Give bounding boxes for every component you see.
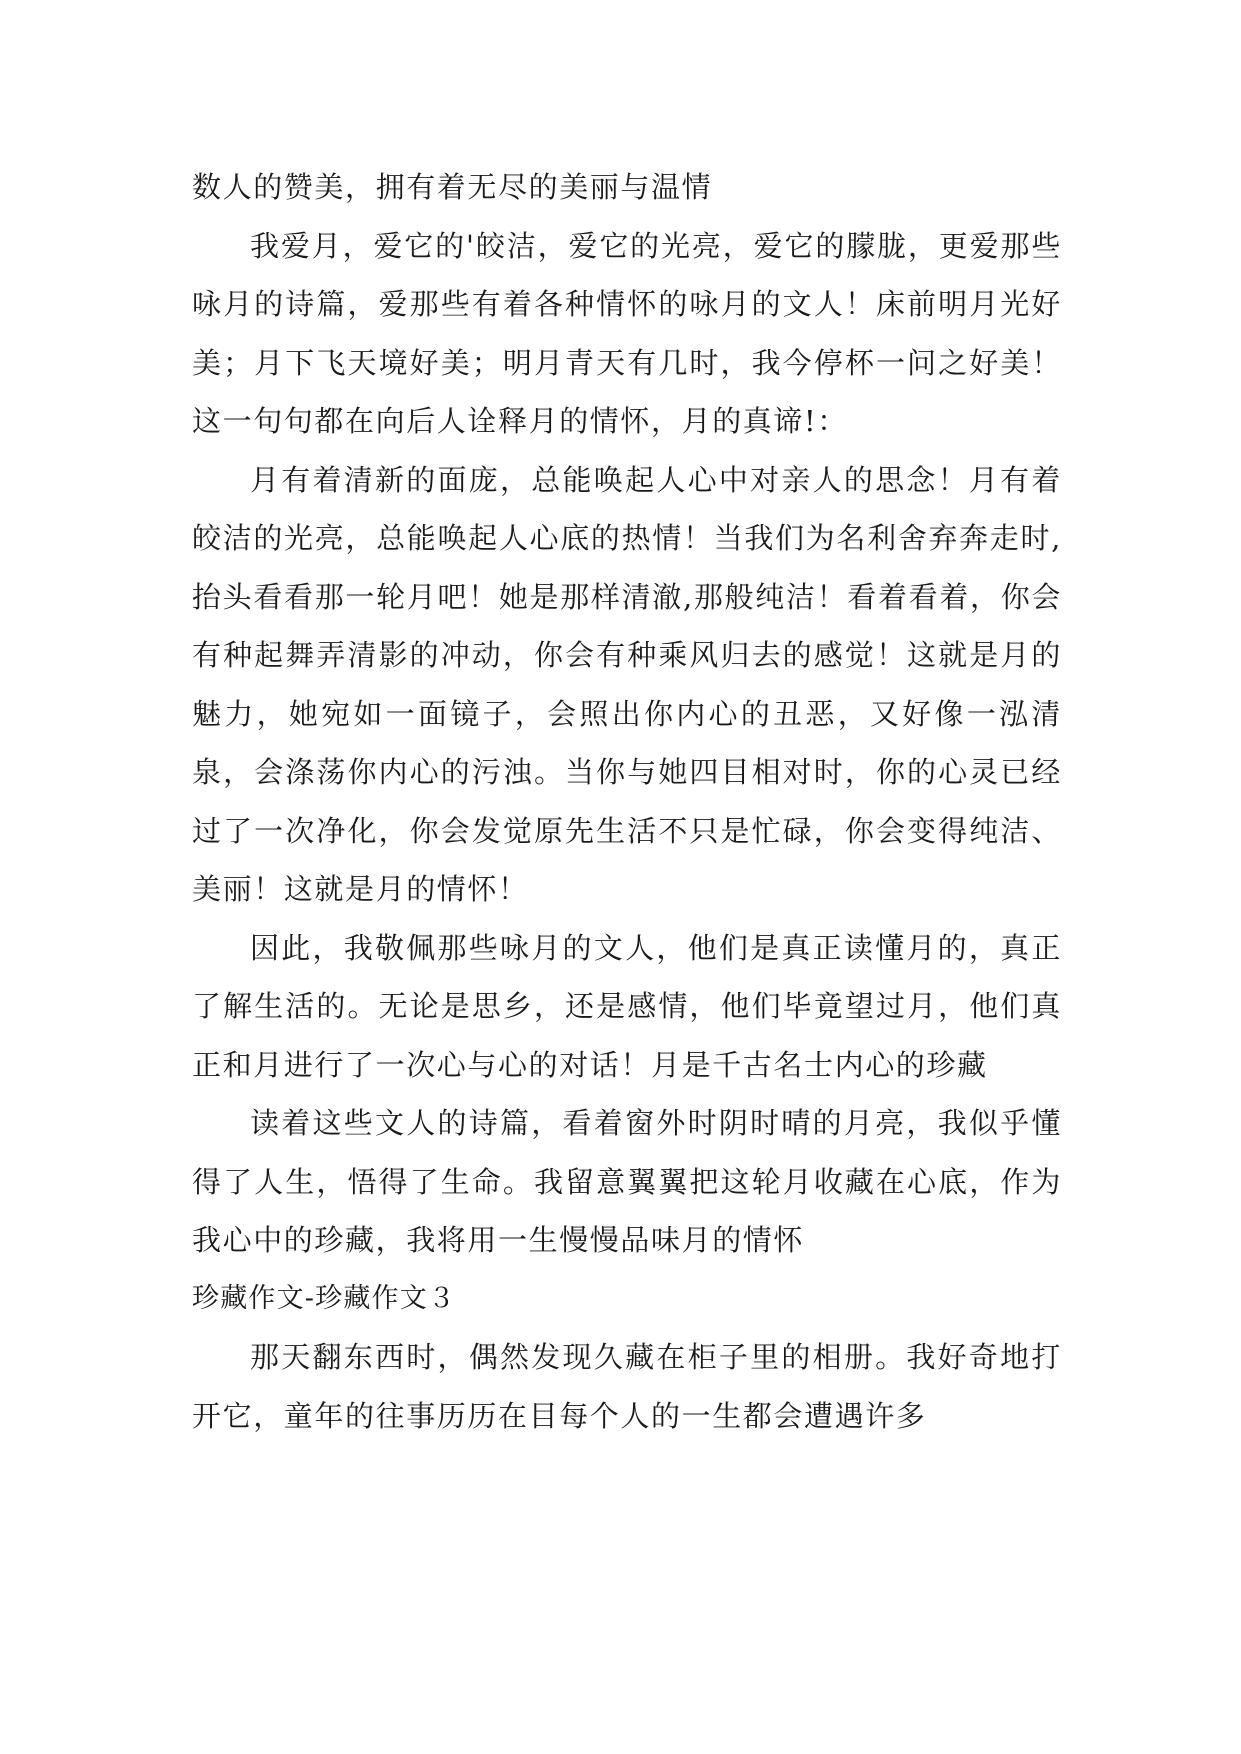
paragraph-reading-poems: 读着这些文人的诗篇，看着窗外时阴时晴的月亮，我似乎懂得了人生，悟得了生命。我留意翼翼把这轮月收藏在心底，作为我心中的珍藏，我将用一生慢慢品味月的情怀 [192, 1106, 1062, 1257]
paragraph-moon-face: 月有着清新的面庞，总能唤起人心中对亲人的思念！月有着皎洁的光亮，总能唤起人心底的热情！当我们为名利舍弃奔走时,抬头看看那一轮月吧！她是那样清澈,那般纯洁！看着看着，你会有种起舞弄清影的冲动，你会有种乘风归去的感觉！这就是月的魅力，她宛如一面镜子，会照出你内心的丑恶，又好像一泓清泉，会涤荡你内心的污浊。当你与她四目相对时，你的心灵已经过了一次净化，你会发觉原先生活不只是忙碌，你会变得纯洁、美丽！这就是月的情怀！ [192, 462, 1062, 906]
document-body [192, 158, 1062, 1445]
paragraph-photo-album: 那天翻东西时，偶然发现久藏在柜子里的相册。我好奇地打开它，童年的往事历历在目每个人的一生都会遭遇许多 [192, 1340, 1062, 1433]
section-heading: 珍藏作文-珍藏作文３ [192, 1282, 457, 1314]
paragraph-continuation: 数人的赞美，拥有着无尽的美丽与温情 [192, 170, 713, 204]
paragraph-admire-poets: 因此，我敬佩那些咏月的文人，他们是真正读懂月的，真正了解生活的。无论是思乡，还是感情，他们毕竟望过月，他们真正和月进行了一次心与心的对话！月是千古名士内心的珍藏 [192, 930, 1062, 1082]
paragraph-love-moon: 我爱月，爱它的'皎洁，爱它的光亮，爱它的朦胧，更爱那些咏月的诗篇，爱那些有着各种情怀的咏月的文人！床前明月光好美；月下飞天境好美；明月青天有几时，我今停杯一问之好美！这一句句都在向后人诠释月的情怀，月的真谛!： [192, 228, 1062, 438]
